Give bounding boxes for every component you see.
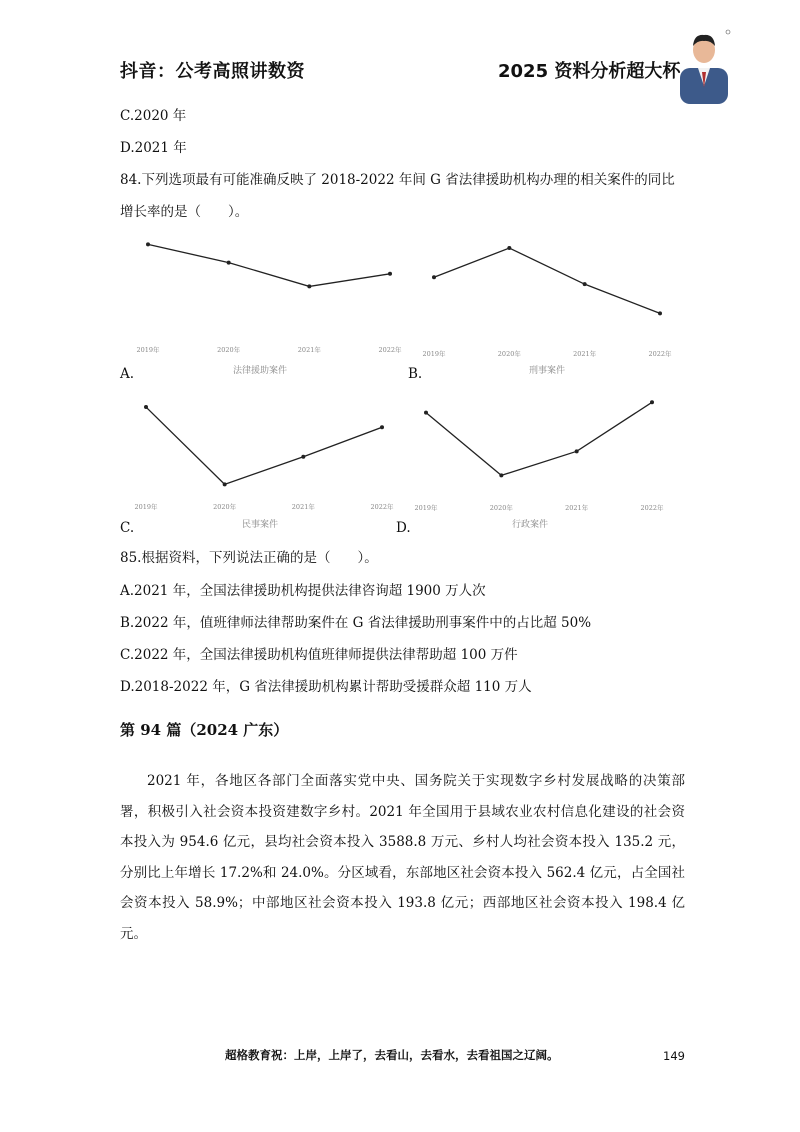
chart-title: 民事案件	[241, 520, 279, 530]
data-point	[583, 282, 587, 286]
paragraph-text: 2021 年，各地区各部门全面落实党中央、国务院关于实现数字乡村发展战略的决策部署，积极引入社会资本投资建数字乡村。2021 年全国用于县域农业农村信息化建设的社会资本投入为 954.6 亿元，县均社会资本投入 3588.8 万元、乡村人均社会资本投入 135.2 元，分别比上年增长 17.2%和 24.0%。分区域看，东部地区社会资本投入 562.4 亿元，占全国社会资本投入 58.9%；中部地区社会资本投入 193.8 亿元；西部地区社会资本投入 198.4 亿元。	[120, 773, 685, 942]
chart-title: 行政案件	[511, 520, 549, 530]
data-point	[144, 405, 148, 409]
data-point	[432, 275, 436, 279]
chart-b-svg	[412, 222, 682, 382]
option-b-label: B.	[408, 366, 423, 382]
data-point	[307, 284, 311, 288]
x-tick-label: 2022年	[640, 504, 664, 512]
option-a-label: A.	[120, 366, 135, 382]
header-title-right: 2025 资料分析超大杯	[498, 61, 681, 82]
x-tick-label: 2021年	[291, 503, 315, 511]
question-84-line1: 84.下列选项最有可能准确反映了 2018-2022 年间 G 省法律援助机构办理的相关案件的同比	[120, 172, 675, 188]
x-tick-label: 2020年	[217, 346, 241, 354]
x-tick-label: 2021年	[565, 504, 589, 512]
x-tick-label: 2022年	[378, 346, 402, 354]
chart-d	[400, 386, 680, 536]
data-point	[424, 411, 428, 415]
chart-title: 刑事案件	[528, 366, 566, 376]
data-point	[650, 400, 654, 404]
series-line	[146, 407, 382, 484]
x-tick-label: 2019年	[422, 350, 446, 358]
data-point	[146, 242, 150, 246]
chart-b	[412, 222, 682, 382]
chart-a-svg	[120, 222, 410, 382]
x-tick-label: 2022年	[370, 503, 394, 511]
data-point	[380, 425, 384, 429]
x-tick-label: 2022年	[648, 350, 672, 358]
question-85-option-a: A.2021 年，全国法律援助机构提供法律咨询超 1900 万人次	[120, 583, 486, 599]
x-tick-label: 2020年	[489, 504, 513, 512]
x-tick-label: 2020年	[497, 350, 521, 358]
chart-c	[120, 386, 410, 536]
data-point	[388, 272, 392, 276]
series-line	[434, 248, 660, 313]
chart-d-svg	[400, 386, 680, 536]
option-c-2020: C.2020 年	[120, 108, 187, 124]
data-point	[227, 261, 231, 265]
footer-motto: 超格教育祝：上岸，上岸了，去看山，去看水，去看祖国之辽阔。	[225, 1048, 559, 1062]
presenter-photo	[676, 28, 732, 104]
chart-a	[120, 222, 410, 382]
data-point	[499, 473, 503, 477]
data-point	[301, 455, 305, 459]
option-d-label: D.	[396, 520, 411, 536]
section-paragraph	[120, 766, 685, 949]
chart-c-svg	[120, 386, 410, 536]
x-tick-label: 2021年	[297, 346, 321, 354]
data-point	[507, 246, 511, 250]
question-85-option-d: D.2018-2022 年，G 省法律援助机构累计帮助受援群众超 110 万人	[120, 679, 532, 695]
data-point	[575, 449, 579, 453]
option-c-label: C.	[120, 520, 135, 536]
series-line	[426, 402, 652, 475]
data-point	[658, 311, 662, 315]
option-d-2021: D.2021 年	[120, 140, 187, 156]
question-85-option-b: B.2022 年，值班律师法律帮助案件在 G 省法律援助刑事案件中的占比超 50%	[120, 615, 592, 631]
x-tick-label: 2019年	[134, 503, 158, 511]
question-85-option-c: C.2022 年，全国法律援助机构值班律师提供法律帮助超 100 万件	[120, 647, 518, 663]
x-tick-label: 2021年	[573, 350, 597, 358]
series-line	[148, 244, 390, 286]
header-title-left: 抖音：公考高照讲数资	[120, 61, 305, 82]
chart-title: 法律援助案件	[232, 366, 288, 376]
page-number: 149	[663, 1049, 685, 1063]
x-tick-label: 2019年	[414, 504, 438, 512]
section-title: 第 94 篇（2024 广东）	[120, 721, 289, 739]
question-84-line2: 增长率的是（ ）。	[120, 204, 249, 220]
x-tick-label: 2019年	[136, 346, 160, 354]
x-tick-label: 2020年	[213, 503, 237, 511]
question-85-stem: 85.根据资料，下列说法正确的是（ ）。	[120, 550, 378, 566]
data-point	[223, 482, 227, 486]
